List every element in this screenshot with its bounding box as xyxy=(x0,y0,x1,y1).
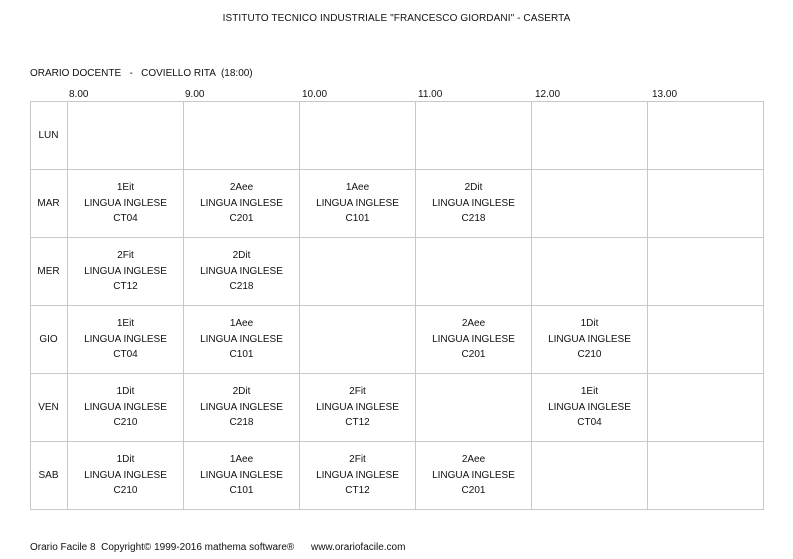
lesson-room: C210 xyxy=(577,349,602,361)
lesson-class: 2Fit xyxy=(349,454,366,466)
empty-cell xyxy=(300,102,416,170)
lesson-room: C210 xyxy=(113,417,138,429)
lesson-class: 2Fit xyxy=(117,250,134,262)
lesson-room: C218 xyxy=(229,281,254,293)
lesson-class: 2Dit xyxy=(232,386,251,398)
lesson-class: 1Aee xyxy=(229,454,254,466)
lesson-cell xyxy=(184,306,300,374)
empty-cell xyxy=(648,102,764,170)
lesson-class: 1Aee xyxy=(229,318,254,330)
lesson-room: CT04 xyxy=(113,349,138,361)
hour-label: 13.00 xyxy=(652,89,678,100)
lesson-class: 1Aee xyxy=(345,182,370,194)
lesson-cell xyxy=(300,170,416,238)
lesson-cell xyxy=(300,442,416,510)
lesson-class: 2Aee xyxy=(229,182,254,194)
lesson-subject: LINGUA INGLESE xyxy=(200,265,283,277)
hour-header xyxy=(0,89,793,101)
lesson-class: 2Aee xyxy=(461,318,486,330)
lesson-class: 1Dit xyxy=(580,318,599,330)
lesson-cell xyxy=(68,238,184,306)
day-label: MAR xyxy=(31,170,68,238)
empty-cell xyxy=(300,238,416,306)
day-row xyxy=(31,442,764,510)
empty-cell xyxy=(532,170,648,238)
lesson-subject: LINGUA INGLESE xyxy=(84,265,167,277)
lesson-subject: LINGUA INGLESE xyxy=(548,401,631,413)
empty-cell xyxy=(184,102,300,170)
lesson-subject: LINGUA INGLESE xyxy=(200,197,283,209)
lesson-subject: LINGUA INGLESE xyxy=(84,401,167,413)
empty-cell xyxy=(648,442,764,510)
lesson-subject: LINGUA INGLESE xyxy=(316,197,399,209)
lesson-subject: LINGUA INGLESE xyxy=(200,469,283,481)
lesson-room: C101 xyxy=(345,213,370,225)
lesson-class: 2Fit xyxy=(349,386,366,398)
lesson-room: C201 xyxy=(461,485,486,497)
lesson-subject: LINGUA INGLESE xyxy=(316,401,399,413)
day-row xyxy=(31,102,764,170)
lesson-cell xyxy=(532,374,648,442)
day-label: LUN xyxy=(31,102,68,170)
day-row xyxy=(31,374,764,442)
day-row xyxy=(31,170,764,238)
day-label: VEN xyxy=(31,374,68,442)
lesson-class: 2Dit xyxy=(232,250,251,262)
footer-copyright: Orario Facile 8 Copyright© 1999-2016 mathema software® www.orariofacile.com xyxy=(30,542,406,553)
lesson-subject: LINGUA INGLESE xyxy=(200,333,283,345)
lesson-subject: LINGUA INGLESE xyxy=(432,197,515,209)
lesson-room: CT04 xyxy=(577,417,602,429)
lesson-room: CT04 xyxy=(113,213,138,225)
lesson-subject: LINGUA INGLESE xyxy=(316,469,399,481)
empty-cell xyxy=(648,374,764,442)
lesson-cell xyxy=(68,442,184,510)
lesson-subject: LINGUA INGLESE xyxy=(84,333,167,345)
lesson-subject: LINGUA INGLESE xyxy=(84,197,167,209)
lesson-class: 1Eit xyxy=(116,318,135,330)
day-label: GIO xyxy=(31,306,68,374)
lesson-subject: LINGUA INGLESE xyxy=(84,469,167,481)
day-row xyxy=(31,238,764,306)
day-row xyxy=(31,306,764,374)
lesson-cell xyxy=(68,170,184,238)
lesson-cell xyxy=(184,374,300,442)
lesson-room: C218 xyxy=(461,213,486,225)
teacher-schedule-label: ORARIO DOCENTE - COVIELLO RITA (18:00) xyxy=(30,68,253,79)
lesson-cell xyxy=(416,170,532,238)
lesson-cell xyxy=(532,306,648,374)
empty-cell xyxy=(532,102,648,170)
empty-cell xyxy=(416,238,532,306)
lesson-cell xyxy=(68,374,184,442)
lesson-cell xyxy=(184,442,300,510)
day-label: MER xyxy=(31,238,68,306)
day-label: SAB xyxy=(31,442,68,510)
lesson-class: 1Eit xyxy=(580,386,599,398)
lesson-class: 2Dit xyxy=(464,182,483,194)
empty-cell xyxy=(300,306,416,374)
lesson-cell xyxy=(416,306,532,374)
lesson-subject: LINGUA INGLESE xyxy=(200,401,283,413)
lesson-cell xyxy=(184,238,300,306)
empty-cell xyxy=(648,170,764,238)
hour-label: 9.00 xyxy=(185,89,205,100)
empty-cell xyxy=(416,102,532,170)
empty-cell xyxy=(532,238,648,306)
empty-cell xyxy=(532,442,648,510)
hour-label: 8.00 xyxy=(69,89,89,100)
empty-cell xyxy=(416,374,532,442)
lesson-class: 2Aee xyxy=(461,454,486,466)
lesson-class: 1Dit xyxy=(116,386,135,398)
lesson-subject: LINGUA INGLESE xyxy=(548,333,631,345)
hour-label: 11.00 xyxy=(418,89,443,100)
lesson-room: CT12 xyxy=(345,417,370,429)
empty-cell xyxy=(68,102,184,170)
lesson-cell xyxy=(184,170,300,238)
lesson-class: 1Dit xyxy=(116,454,135,466)
hour-label: 12.00 xyxy=(535,89,561,100)
lesson-cell xyxy=(416,442,532,510)
lesson-cell xyxy=(68,306,184,374)
lesson-subject: LINGUA INGLESE xyxy=(432,469,515,481)
lesson-room: C218 xyxy=(229,417,254,429)
lesson-room: CT12 xyxy=(113,281,138,293)
lesson-cell xyxy=(300,374,416,442)
lesson-room: CT12 xyxy=(345,485,370,497)
hour-label: 10.00 xyxy=(302,89,328,100)
lesson-room: C201 xyxy=(229,213,254,225)
lesson-subject: LINGUA INGLESE xyxy=(432,333,515,345)
timetable-grid xyxy=(30,101,764,510)
empty-cell xyxy=(648,238,764,306)
school-title: ISTITUTO TECNICO INDUSTRIALE "FRANCESCO GIORDANI" - CASERTA xyxy=(222,13,571,24)
lesson-class: 1Eit xyxy=(116,182,135,194)
lesson-room: C201 xyxy=(461,349,486,361)
empty-cell xyxy=(648,306,764,374)
lesson-room: C210 xyxy=(113,485,138,497)
lesson-room: C101 xyxy=(229,349,254,361)
lesson-room: C101 xyxy=(229,485,254,497)
